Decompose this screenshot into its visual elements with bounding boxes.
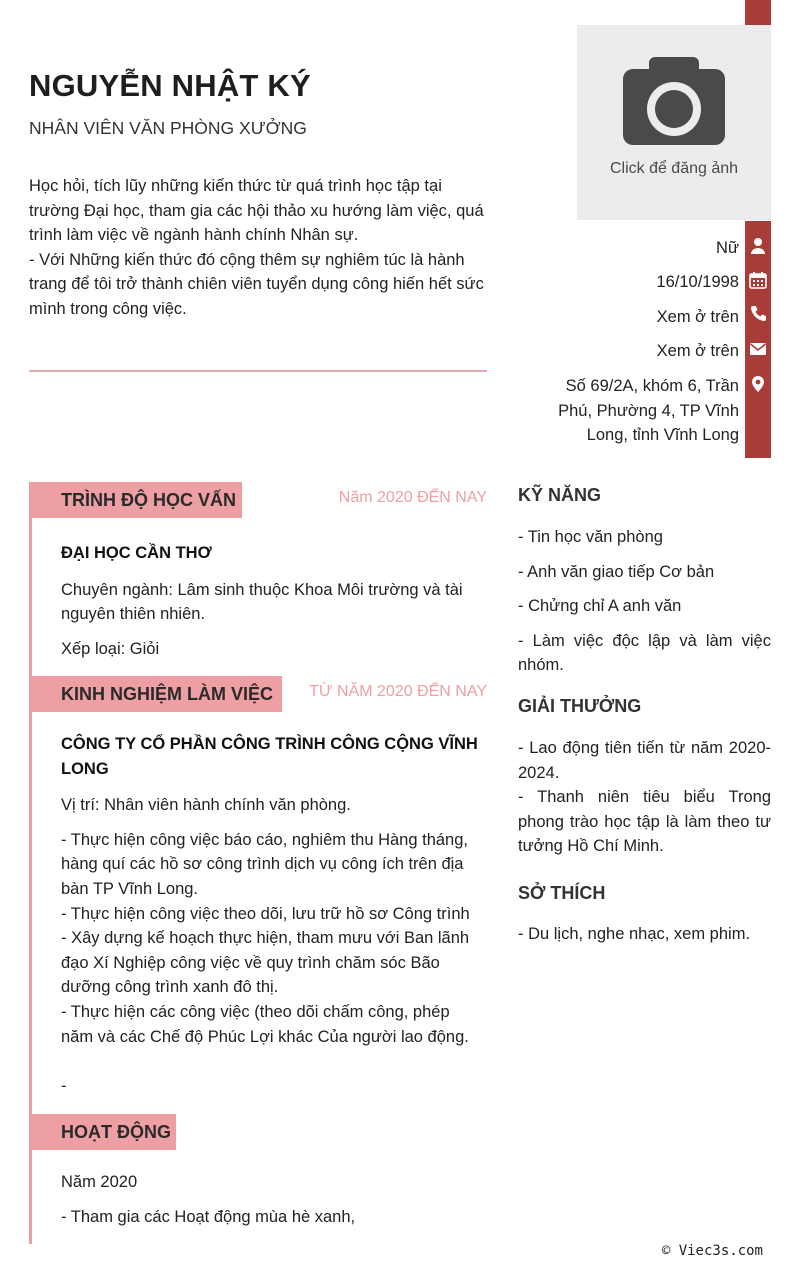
hobbies-text: - Du lịch, nghe nhạc, xem phim. xyxy=(518,925,751,943)
contact-address: Số 69/2A, khóm 6, Trần Phú, Phường 4, TP Vĩnh Long, tỉnh Vĩnh Long xyxy=(558,377,739,445)
career-objective xyxy=(29,174,484,322)
objective-paragraph: - Với Những kiến thức đó cộng thêm sự nghiêm túc là hành trang để tôi trở thành chiên viên tuyển dụng công hiến hết sức mình trong công việc. xyxy=(29,250,484,318)
contact-email: Xem ở trên xyxy=(656,342,739,360)
education-date: Năm 2020 ĐẾN NAY xyxy=(338,489,487,506)
hobbies-heading: SỞ THÍCH xyxy=(518,883,606,903)
calendar-icon xyxy=(749,271,767,289)
experience-heading: KINH NGHIỆM LÀM VIỆC xyxy=(29,676,282,712)
contact-icon-bar xyxy=(745,221,771,458)
camera-icon xyxy=(615,53,733,157)
skills-heading: KỸ NĂNG xyxy=(518,485,602,505)
photo-upload-label: Click để đăng ảnh xyxy=(609,160,739,177)
copyright-footer: © Viec3s.com xyxy=(661,1243,763,1259)
email-icon xyxy=(749,340,767,358)
skill-item: - Tin học văn phòng xyxy=(518,528,663,546)
duty-item: - Thực hiện công việc theo dõi, lưu trữ hồ sơ Công trình xyxy=(61,904,470,923)
objective-paragraph: Học hỏi, tích lũy những kiến thức từ quá trình học tập tại trường Đại học, tham gia các hội thảo xu hướng làm việc, quá trình làm việc về ngành hành chính Nhân sự. xyxy=(29,177,484,245)
duty-item: - Xây dựng kế hoạch thực hiện, tham mưu với Ban lãnh đạo Xí Nghiệp công việc về quy trình chăm sóc Bão dưỡng công trình xanh đô thị. xyxy=(61,929,470,997)
activity-item: - Tham gia các Hoạt động mùa hè xanh, xyxy=(61,1207,356,1226)
duty-item: - Thực hiện các công việc (theo dõi chấm công, phép năm và các Chế độ Phúc Lợi khác Của người lao động. xyxy=(61,1002,469,1046)
phone-icon xyxy=(749,305,767,323)
header-divider xyxy=(29,370,487,372)
company-name: CÔNG TY CỔ PHẦN CÔNG TRÌNH CÔNG CỘNG VĨNH LONG xyxy=(61,735,478,778)
skills-list xyxy=(518,525,771,678)
duty-item: - Thực hiện công việc báo cáo, nghiêm thu Hàng tháng, hàng quí các hồ sơ công trình dịch vụ công ích trên địa bàn TP Vĩnh Long. xyxy=(61,830,468,898)
skill-item: - Anh văn giao tiếp Cơ bản xyxy=(518,562,715,581)
person-icon xyxy=(749,237,767,255)
awards-list xyxy=(518,736,771,859)
experience-date: TỪ NĂM 2020 ĐẾN NAY xyxy=(309,683,487,700)
top-accent-strip xyxy=(745,0,771,25)
experience-trailing: - xyxy=(61,1077,67,1096)
contact-gender: Nữ xyxy=(716,239,739,257)
skill-item: - Chửng chỉ A anh văn xyxy=(518,597,682,616)
awards-heading: GIẢI THƯỞNG xyxy=(518,696,642,716)
education-heading: TRÌNH ĐỘ HỌC VẤN xyxy=(29,482,242,518)
activity-year: Năm 2020 xyxy=(61,1173,138,1191)
experience-position: Vị trí: Nhân viên hành chính văn phòng. xyxy=(61,796,351,815)
award-item: - Thanh niên tiêu biểu Trong phong trào học tập là làm theo tư tưởng Hồ Chí Minh. xyxy=(518,788,771,856)
activities-heading: HOẠT ĐỘNG xyxy=(29,1114,176,1150)
photo-upload[interactable] xyxy=(577,25,771,220)
education-block xyxy=(61,541,485,661)
skill-item: - Làm việc độc lập và làm việc nhóm. xyxy=(518,631,771,675)
school-name: ĐẠI HỌC CẦN THƠ xyxy=(61,544,212,562)
education-major: Chuyên ngành: Lâm sinh thuộc Khoa Môi trường và tài nguyên thiên nhiên. xyxy=(61,580,463,624)
location-icon xyxy=(749,375,767,393)
contact-dob: 16/10/1998 xyxy=(656,273,739,291)
experience-duties xyxy=(61,828,485,1049)
activities-block xyxy=(61,1170,485,1229)
experience-block xyxy=(61,732,485,1099)
candidate-name: NGUYỄN NHẬT KÝ xyxy=(29,68,311,103)
award-item: - Lao động tiên tiến từ năm 2020-2024. xyxy=(518,739,771,782)
job-title: NHÂN VIÊN VĂN PHÒNG XƯỞNG xyxy=(29,118,307,138)
education-grade: Xếp loại: Giỏi xyxy=(61,639,160,658)
contact-phone: Xem ở trên xyxy=(656,308,739,326)
